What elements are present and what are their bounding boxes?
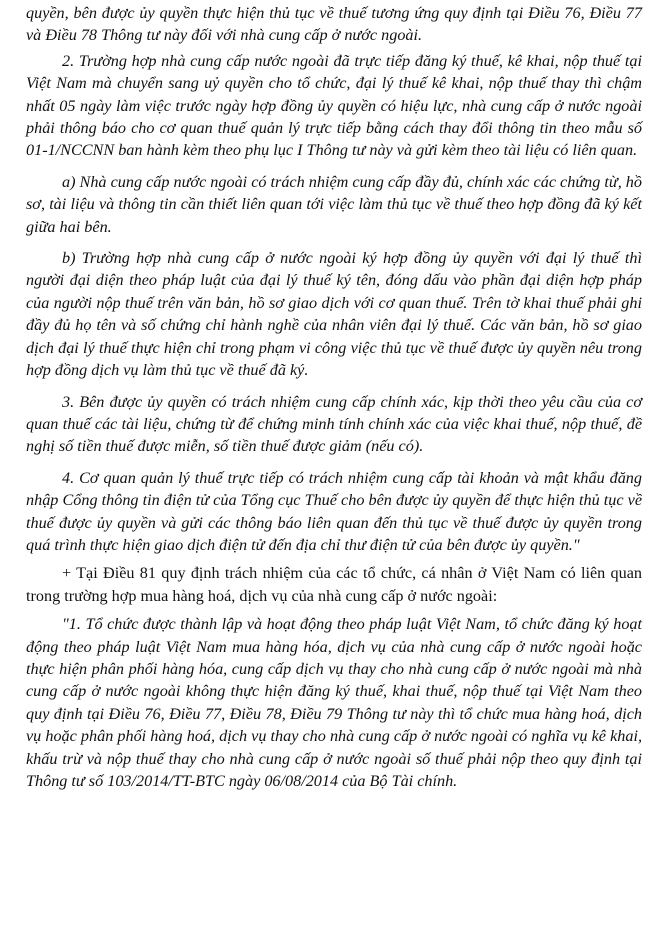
document-body xyxy=(26,2,642,792)
paragraph-clause-4: 4. Cơ quan quản lý thuế trực tiếp có trách nhiệm cung cấp tài khoản và mật khẩu đăng nhập Cổng thông tin điện tử của Tổng cục Thuế cho bên được ủy quyền để thực hiện thủ tục về thuế được ủy quyền và gửi các thông báo liên quan đến thủ tục về thuế được ủy quyền trong quá trình thực hiện giao dịch điện tử đến địa chỉ thư điện tử của bên được ủy quyền." xyxy=(26,468,642,554)
paragraph-clause-2a: a) Nhà cung cấp nước ngoài có trách nhiệm cung cấp đầy đủ, chính xác các chứng từ, hồ sơ, tài liệu và thông tin cần thiết liên quan tới việc làm thủ tục về thuế theo hợp đồng đã ký kết giữa hai bên. xyxy=(26,172,642,236)
paragraph-article-81-intro: + Tại Điều 81 quy định trách nhiệm của các tổ chức, cá nhân ở Việt Nam có liên quan trong trường hợp mua hàng hoá, dịch vụ của nhà cung cấp ở nước ngoài: xyxy=(26,564,642,605)
paragraph-article-81-clause-1: "1. Tổ chức được thành lập và hoạt động theo pháp luật Việt Nam, tổ chức đăng ký hoạt động theo pháp luật Việt Nam mua hàng hóa, dịch vụ của nhà cung cấp ở nước ngoài hoặc thực hiện phân phối hàng hóa, cung cấp dịch vụ thay cho nhà cung cấp ở nước ngoài mà nhà cung cấp ở nước ngoài không thực hiện đăng ký thuế, khai thuế, nộp thuế tại Việt Nam theo quy định tại Điều 76, Điều 77, Điều 78, Điều 79 Thông tư này thì tổ chức mua hàng hoá, dịch vụ hoặc phân phối hàng hoá, dịch vụ thay cho nhà cung cấp ở nước ngoài có nghĩa vụ kê khai, khấu trừ và nộp thuế thay cho nhà cung cấp ở nước ngoài số thuế phải nộp theo quy định tại Thông tư số 103/2014/TT-BTC ngày 06/08/2014 của Bộ Tài chính. xyxy=(26,615,642,790)
paragraph-clause-2b: b) Trường hợp nhà cung cấp ở nước ngoài ký hợp đồng ủy quyền với đại lý thuế thì người đại diện theo pháp luật của đại lý thuế ký tên, đóng dấu vào phần đại diện hợp pháp của người nộp thuế trên văn bản, hồ sơ giao dịch với cơ quan thuế. Trên tờ khai thuế phải ghi đầy đủ họ tên và số chứng chỉ hành nghề của nhân viên đại lý thuế. Các văn bản, hồ sơ giao dịch đại lý thuế thực hiện chỉ trong phạm vi công việc thủ tục về thuế được ủy quyền nêu trong hợp đồng dịch vụ làm thủ tục về thuế đã ký. xyxy=(26,249,642,380)
paragraph-clause-3: 3. Bên được ủy quyền có trách nhiệm cung cấp chính xác, kịp thời theo yêu cầu của cơ quan thuế các tài liệu, chứng từ để chứng minh tính chính xác của việc khai thuế, nộp thuế, đề nghị số tiền thuế được miễn, số tiền thuế được giảm (nếu có). xyxy=(26,392,642,456)
paragraph-clause-2: 2. Trường hợp nhà cung cấp nước ngoài đã trực tiếp đăng ký thuế, kê khai, nộp thuế tại Việt Nam mà chuyển sang uỷ quyền cho tổ chức, đại lý thuế kê khai, nộp thuế thay thì chậm nhất 05 ngày làm việc trước ngày hợp đồng ủy quyền có hiệu lực, nhà cung cấp ở nước ngoài phải thông báo cho cơ quan thuế quản lý trực tiếp bằng cách thay đổi thông tin theo mẫu số 01-1/NCCNN ban hành kèm theo phụ lục I Thông tư này và gửi kèm theo tài liệu có liên quan. xyxy=(26,51,642,160)
paragraph-continuation: quyền, bên được ủy quyền thực hiện thủ tục về thuế tương ứng quy định tại Điều 76, Điều 77 và Điều 78 Thông tư này đối với nhà cung cấp ở nước ngoài. xyxy=(26,4,642,45)
